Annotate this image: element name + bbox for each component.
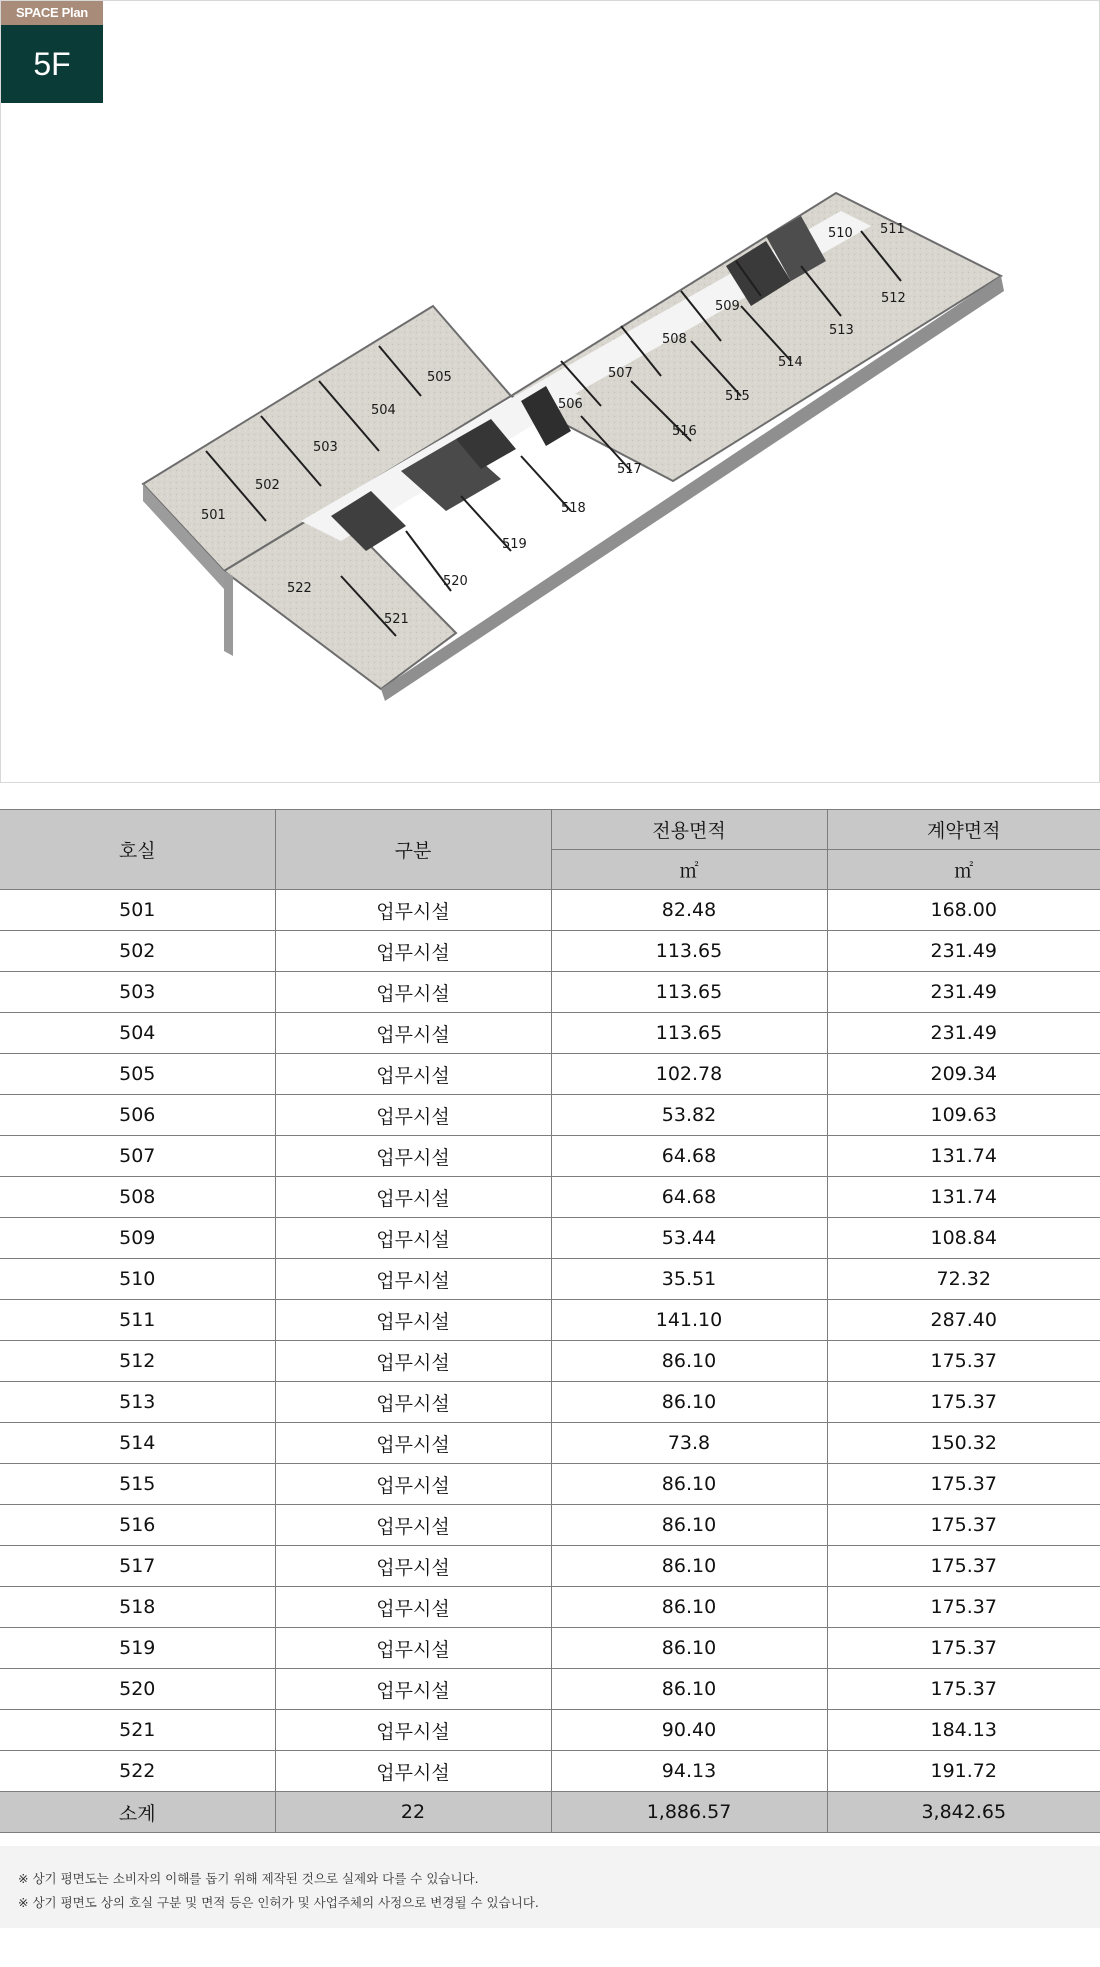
cell-exclusive: 53.44 bbox=[551, 1218, 827, 1259]
cell-contract: 209.34 bbox=[827, 1054, 1100, 1095]
cell-exclusive: 141.10 bbox=[551, 1300, 827, 1341]
cell-contract: 168.00 bbox=[827, 890, 1100, 931]
cell-exclusive: 53.82 bbox=[551, 1095, 827, 1136]
cell-contract: 109.63 bbox=[827, 1095, 1100, 1136]
table-row bbox=[0, 1505, 1100, 1546]
cell-category: 업무시설 bbox=[275, 1587, 551, 1628]
cell-contract: 131.74 bbox=[827, 1177, 1100, 1218]
cell-contract: 175.37 bbox=[827, 1505, 1100, 1546]
cell-room: 515 bbox=[0, 1464, 275, 1505]
total-count: 22 bbox=[275, 1792, 551, 1833]
cell-contract: 175.37 bbox=[827, 1628, 1100, 1669]
cell-room: 516 bbox=[0, 1505, 275, 1546]
header-exclusive-area: 전용면적 bbox=[551, 810, 827, 850]
room-label-519: 519 bbox=[502, 537, 527, 552]
cell-category: 업무시설 bbox=[275, 1546, 551, 1587]
cell-exclusive: 86.10 bbox=[551, 1546, 827, 1587]
cell-category: 업무시설 bbox=[275, 1218, 551, 1259]
table-row bbox=[0, 1054, 1100, 1095]
table-body bbox=[0, 890, 1100, 1792]
room-label-502: 502 bbox=[255, 478, 280, 493]
cell-contract: 287.40 bbox=[827, 1300, 1100, 1341]
cell-room: 508 bbox=[0, 1177, 275, 1218]
room-label-520: 520 bbox=[443, 574, 468, 589]
room-label-518: 518 bbox=[561, 501, 586, 516]
cell-category: 업무시설 bbox=[275, 931, 551, 972]
table-row bbox=[0, 1546, 1100, 1587]
table-row bbox=[0, 1300, 1100, 1341]
room-label-507: 507 bbox=[608, 366, 633, 381]
table-row bbox=[0, 1259, 1100, 1300]
cell-exclusive: 35.51 bbox=[551, 1259, 827, 1300]
cell-category: 업무시설 bbox=[275, 890, 551, 931]
cell-exclusive: 102.78 bbox=[551, 1054, 827, 1095]
room-label-513: 513 bbox=[829, 323, 854, 338]
cell-room: 501 bbox=[0, 890, 275, 931]
cell-category: 업무시설 bbox=[275, 1341, 551, 1382]
room-label-508: 508 bbox=[662, 332, 687, 347]
cell-category: 업무시설 bbox=[275, 1177, 551, 1218]
header-room: 호실 bbox=[0, 810, 275, 890]
cell-contract: 72.32 bbox=[827, 1259, 1100, 1300]
table-row bbox=[0, 1464, 1100, 1505]
table-row bbox=[0, 1341, 1100, 1382]
cell-contract: 175.37 bbox=[827, 1341, 1100, 1382]
cell-contract: 231.49 bbox=[827, 931, 1100, 972]
cell-exclusive: 90.40 bbox=[551, 1710, 827, 1751]
cell-contract: 175.37 bbox=[827, 1382, 1100, 1423]
cell-category: 업무시설 bbox=[275, 1669, 551, 1710]
room-label-510: 510 bbox=[828, 226, 853, 241]
room-label-521: 521 bbox=[384, 612, 409, 627]
table-row bbox=[0, 1013, 1100, 1054]
cell-category: 업무시설 bbox=[275, 1710, 551, 1751]
cell-room: 506 bbox=[0, 1095, 275, 1136]
room-label-505: 505 bbox=[427, 370, 452, 385]
cell-contract: 191.72 bbox=[827, 1751, 1100, 1792]
cell-contract: 231.49 bbox=[827, 1013, 1100, 1054]
floor-plan-image bbox=[1, 1, 1099, 782]
total-exclusive: 1,886.57 bbox=[551, 1792, 827, 1833]
table-total-row bbox=[0, 1792, 1100, 1833]
note-1: ※ 상기 평면도는 소비자의 이해를 돕기 위해 제작된 것으로 실제와 다를 수 있습니다. bbox=[18, 1871, 479, 1886]
cell-contract: 175.37 bbox=[827, 1587, 1100, 1628]
total-contract: 3,842.65 bbox=[827, 1792, 1100, 1833]
badge-label: SPACE Plan bbox=[1, 1, 103, 25]
room-label-511: 511 bbox=[880, 222, 905, 237]
cell-category: 업무시설 bbox=[275, 1505, 551, 1546]
cell-exclusive: 113.65 bbox=[551, 1013, 827, 1054]
cell-contract: 108.84 bbox=[827, 1218, 1100, 1259]
table-row bbox=[0, 1710, 1100, 1751]
cell-exclusive: 86.10 bbox=[551, 1669, 827, 1710]
table-row bbox=[0, 1628, 1100, 1669]
room-label-514: 514 bbox=[778, 355, 803, 370]
table-row bbox=[0, 972, 1100, 1013]
table-row bbox=[0, 1136, 1100, 1177]
header-category: 구분 bbox=[275, 810, 551, 890]
room-label-504: 504 bbox=[371, 403, 396, 418]
cell-contract: 184.13 bbox=[827, 1710, 1100, 1751]
cell-room: 514 bbox=[0, 1423, 275, 1464]
cell-category: 업무시설 bbox=[275, 1382, 551, 1423]
cell-exclusive: 86.10 bbox=[551, 1628, 827, 1669]
cell-category: 업무시설 bbox=[275, 1628, 551, 1669]
table-row bbox=[0, 1382, 1100, 1423]
room-label-517: 517 bbox=[617, 462, 642, 477]
total-label: 소계 bbox=[0, 1792, 275, 1833]
room-label-503: 503 bbox=[313, 440, 338, 455]
room-label-506: 506 bbox=[558, 397, 583, 412]
area-table bbox=[0, 809, 1100, 1833]
cell-category: 업무시설 bbox=[275, 1013, 551, 1054]
cell-room: 507 bbox=[0, 1136, 275, 1177]
table-row bbox=[0, 1095, 1100, 1136]
cell-room: 505 bbox=[0, 1054, 275, 1095]
table-row bbox=[0, 1177, 1100, 1218]
table-row bbox=[0, 1423, 1100, 1464]
floor-number: 5F bbox=[1, 25, 103, 103]
cell-room: 521 bbox=[0, 1710, 275, 1751]
cell-room: 502 bbox=[0, 931, 275, 972]
cell-category: 업무시설 bbox=[275, 1464, 551, 1505]
cell-room: 522 bbox=[0, 1751, 275, 1792]
cell-category: 업무시설 bbox=[275, 1136, 551, 1177]
cell-room: 519 bbox=[0, 1628, 275, 1669]
cell-category: 업무시설 bbox=[275, 1423, 551, 1464]
cell-category: 업무시설 bbox=[275, 1054, 551, 1095]
floor-plan-panel bbox=[0, 0, 1100, 783]
cell-category: 업무시설 bbox=[275, 1751, 551, 1792]
floor-badge bbox=[1, 1, 103, 103]
cell-category: 업무시설 bbox=[275, 1300, 551, 1341]
room-label-501: 501 bbox=[201, 508, 226, 523]
cell-exclusive: 86.10 bbox=[551, 1505, 827, 1546]
cell-exclusive: 73.8 bbox=[551, 1423, 827, 1464]
cell-exclusive: 86.10 bbox=[551, 1382, 827, 1423]
table-row bbox=[0, 1587, 1100, 1628]
notes-box bbox=[0, 1846, 1100, 1928]
room-label-509: 509 bbox=[715, 299, 740, 314]
cell-room: 520 bbox=[0, 1669, 275, 1710]
header-contract-unit: ㎡ bbox=[827, 850, 1100, 890]
room-label-515: 515 bbox=[725, 389, 750, 404]
cell-contract: 131.74 bbox=[827, 1136, 1100, 1177]
cell-exclusive: 86.10 bbox=[551, 1587, 827, 1628]
room-label-516: 516 bbox=[672, 424, 697, 439]
table-row bbox=[0, 890, 1100, 931]
cell-contract: 150.32 bbox=[827, 1423, 1100, 1464]
table-row bbox=[0, 1751, 1100, 1792]
cell-exclusive: 113.65 bbox=[551, 931, 827, 972]
cell-exclusive: 82.48 bbox=[551, 890, 827, 931]
cell-exclusive: 94.13 bbox=[551, 1751, 827, 1792]
table-row bbox=[0, 1218, 1100, 1259]
header-contract-area: 계약면적 bbox=[827, 810, 1100, 850]
cell-room: 517 bbox=[0, 1546, 275, 1587]
note-2: ※ 상기 평면도 상의 호실 구분 및 면적 등은 인허가 및 사업주체의 사정으로 변경될 수 있습니다. bbox=[18, 1895, 539, 1910]
cell-contract: 175.37 bbox=[827, 1546, 1100, 1587]
table-row bbox=[0, 931, 1100, 972]
cell-exclusive: 86.10 bbox=[551, 1341, 827, 1382]
cell-room: 513 bbox=[0, 1382, 275, 1423]
cell-room: 512 bbox=[0, 1341, 275, 1382]
cell-exclusive: 86.10 bbox=[551, 1464, 827, 1505]
cell-contract: 175.37 bbox=[827, 1669, 1100, 1710]
table-row bbox=[0, 1669, 1100, 1710]
cell-category: 업무시설 bbox=[275, 1095, 551, 1136]
cell-category: 업무시설 bbox=[275, 972, 551, 1013]
cell-exclusive: 64.68 bbox=[551, 1177, 827, 1218]
cell-contract: 231.49 bbox=[827, 972, 1100, 1013]
cell-exclusive: 113.65 bbox=[551, 972, 827, 1013]
cell-room: 504 bbox=[0, 1013, 275, 1054]
cell-contract: 175.37 bbox=[827, 1464, 1100, 1505]
cell-category: 업무시설 bbox=[275, 1259, 551, 1300]
cell-room: 518 bbox=[0, 1587, 275, 1628]
cell-room: 503 bbox=[0, 972, 275, 1013]
cell-room: 511 bbox=[0, 1300, 275, 1341]
room-label-512: 512 bbox=[881, 291, 906, 306]
header-exclusive-unit: ㎡ bbox=[551, 850, 827, 890]
cell-room: 509 bbox=[0, 1218, 275, 1259]
cell-exclusive: 64.68 bbox=[551, 1136, 827, 1177]
cell-room: 510 bbox=[0, 1259, 275, 1300]
room-label-522: 522 bbox=[287, 581, 312, 596]
